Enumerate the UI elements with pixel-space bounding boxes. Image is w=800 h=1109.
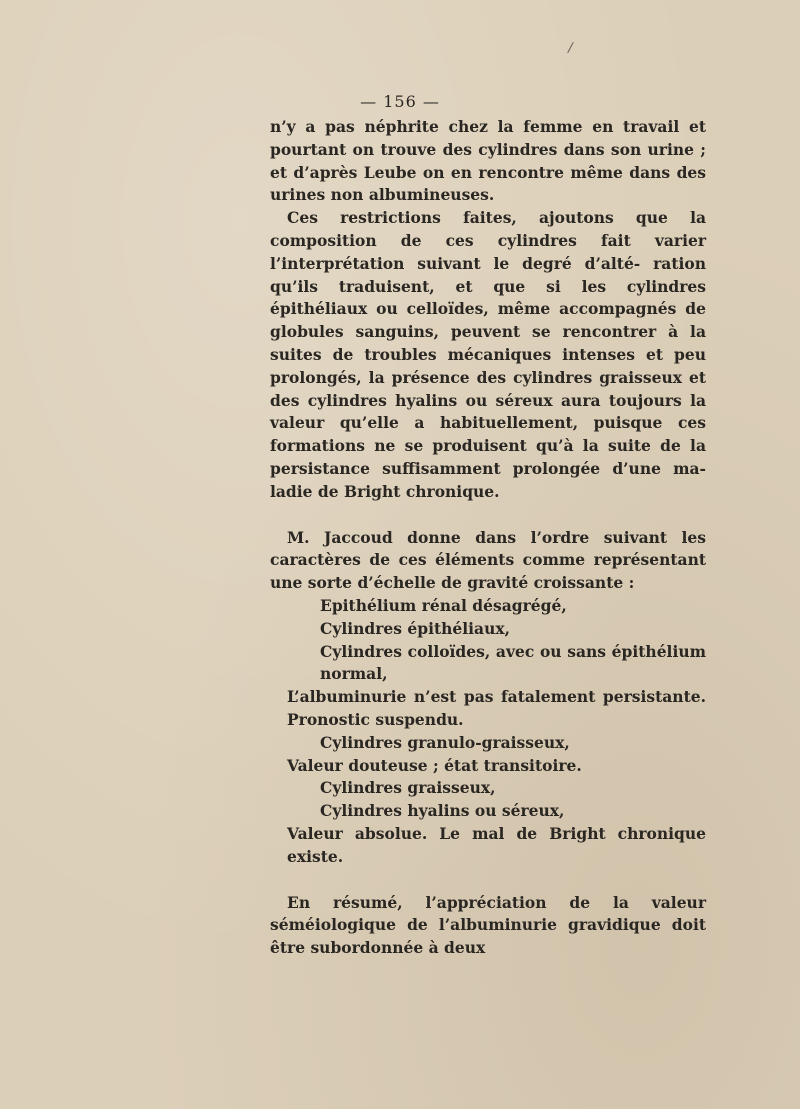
paragraph-continuation: n’y a pas néphrite chez la femme en travail et pourtant on trouve des cylindres dans son urine ; et d’après Leube on en rencontre même dans des urines non albumineuses.: [270, 117, 706, 205]
verdict-text: Valeur douteuse ; état transitoire.: [287, 755, 582, 775]
corner-mark: /: [566, 39, 575, 57]
list-item: Epithélium rénal désagrégé,: [320, 595, 567, 615]
paragraph-summary: En résumé, l’appréciation de la valeur séméiologique de l’albuminurie gravidique doit être subordonnée à deux: [270, 892, 706, 958]
paragraph-restrictions: Ces restrictions faites, ajoutons que la composition de ces cylindres fait varier l’interprétation suivant le degré d’alté- ration qu’ils traduisent, et que si les cylindres épithéliaux ou celloïdes, même accompagnés de globules sanguins, peuvent se rencontrer à la suites de troubles mécaniques intenses et peu prolongés, la présence des cylindres graisseux et des cylindres hyalins ou séreux aura toujours la valeur qu’elle a habituellement, puisque ces formations ne se produisent qu’à la suite de la persistance suffisamment prolongée d’une ma- ladie de Bright chronique.: [270, 208, 706, 501]
page-number: — 156 —: [360, 92, 440, 111]
verdict-text: Valeur absolue. Le mal de Bright chronique existe.: [287, 823, 706, 866]
list-item: Cylindres épithéliaux,: [320, 618, 510, 638]
list-item: Cylindres hyalins ou séreux,: [320, 801, 565, 821]
list-item: Cylindres colloïdes, avec ou sans épithélium normal,: [320, 641, 706, 684]
verdict-text: L’albuminurie n’est pas fatalement persistante. Pronostic suspendu.: [287, 687, 706, 729]
list-item: Cylindres graisseux,: [320, 778, 496, 798]
list-item: Cylindres granulo-graisseux,: [320, 732, 570, 752]
paragraph-jaccoud: M. Jaccoud donne dans l’ordre suivant les caractères de ces éléments comme représentant une sorte d’échelle de gravité croissante :: [270, 527, 706, 593]
body-text: [270, 116, 706, 960]
